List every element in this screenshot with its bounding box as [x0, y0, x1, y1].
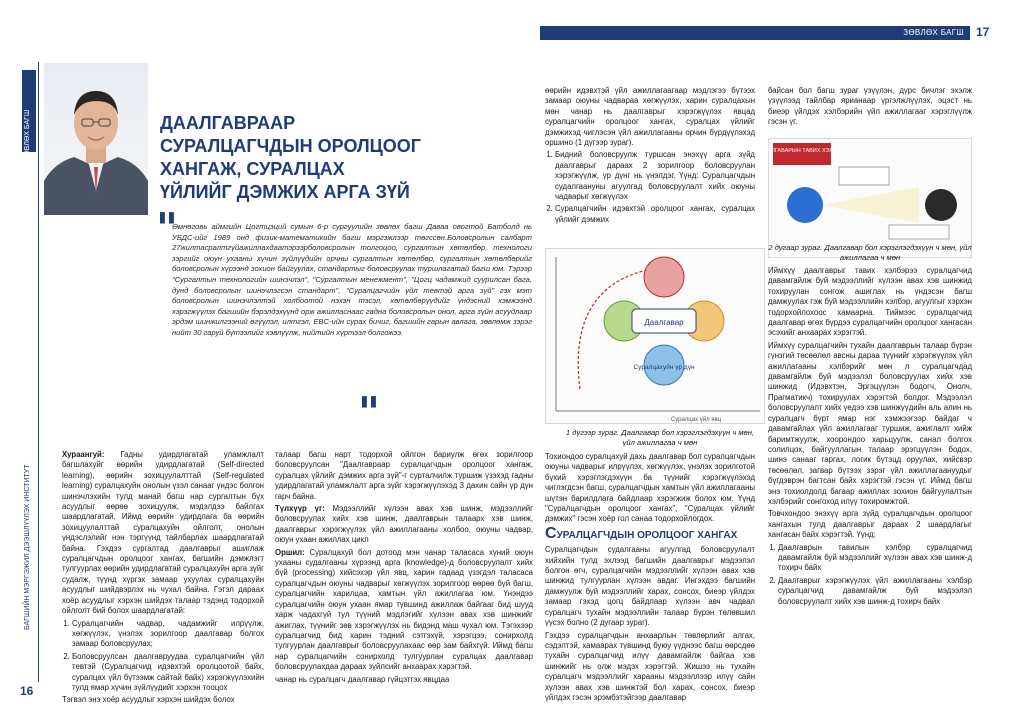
column-1 — [62, 450, 264, 705]
quote-open-mark: " — [156, 204, 178, 253]
paragraph: Иймхүү даалгаврыг тавих хэлбэрээ суралцагчид давамгайлж буй мэдээллийг хүлээн авах хэв шинжид тохируулан сонгож ашиглах нь үндэсэн багш дамжуулах гэж буй мэдээллийн хэлбэр, агуулгыг хэрхэн тодорхойлохоос хамаарна. Тиймээс суралцагчид даалгавар өгөх бүрдээ суралцагчийн оролцоог хангасан эсэхийг анхаарах хэрэгтэй. — [768, 266, 972, 338]
paragraph: Суралцагчдын судалгааны агуулгад боловсруулалт хийхийн тулд эхлээд багшийн даалгаврыг мэдээлэл болгон өгч, суралцагчийн мэдээллийг хүлээн авах хэв шинжид тулгуурлан хүлээн авдаг. Ингэхдээ багшийн дамжуулж буй мэдээллийг харах, сонсох, биеэр үйлдэх замаар гэхэд цогц байдлаар хүлээн авч чадвал суралцагч тухайн мэдээллийн талаар бүрэн төлөвшил үүсэх болно (2 дугаар зураг). — [545, 545, 755, 628]
abstract-label: Хураангуй: — [62, 450, 105, 459]
paragraph: Товчхондоо энэхүү арга зүйд суралцагчдын оролцоог хангахын тулд даалгаврыг дараах 2 шаардлагыг хангасан байх хэрэгтэй. Үүнд: — [768, 509, 972, 540]
title-line: ҮЙЛИЙГ ДЭМЖИХ АРГА ЗҮЙ — [160, 182, 410, 202]
list-item: 2. Суралцагчийн идэвхтэй оролцоог хангах, суралцах үйлийг дэмжих — [555, 204, 755, 225]
side-section-label: ЗӨВЛӨХ БАГШ — [24, 109, 31, 160]
column-4-top — [768, 86, 972, 136]
intro-paragraph: Оршил: Суралцахуй бол дотоод мэн чанар таласаса хүний оюун ухааны судалгааны хүрээнд арга (knowledge)-д боловсруулалт хийх бүй (processing) хийсэхэр үйл явц, харин гадаад үзэгдэл таласаса суралцагчдын оюуны чадварыг хөгжүүлэх зорилгоор өөрөө бүй багш, суралцагчийн харилцаа, хамтын үйл ажиллагаа юм. Үнэндээ суралцагчийн оюун ухаан ямар түвшинд ажиллаж байгааг бид шууд харж чадахгүй тул түүний мэдлэгийг хүлээн авах хэв шинжийг ажиглах, түүнийг зөв хэрэгжүүлэх нь бидэнд маш чухал юм. Тэгэхээр суралцагчид бид харин тэдний сэтгэхүй, хэрэгцээ, сонирхолд тулгуурлан даалгаврыг боловсруулахаас өөр зам байхгүй. Иймд багш нар суралцагчийн сонирхолд тулгуурлан суралцах даалгавар боловсруулахдаа дараах зүйлсийг анхаарах хэрэгтэй. — [275, 547, 534, 672]
page-number-right: 17 — [976, 25, 990, 39]
list-item: 2. Боловсруулсан даалгавруудаа суралцагчийн үйл тевтэй (Суралцагчид идэвхтэй оролцоотой байх, суралцах үйл бүтээмж сайтай байх) хэрэгжүүлэхийн тулд ямар хүчин зүйлүүдийг хэрхэн тооцох — [72, 652, 264, 694]
author-photo — [44, 63, 148, 215]
abstract-paragraph: Хураангуй: Гадны удирдлагатай уламжлалт багшлахуйг өөрийн удирдлагатай (Self-directed learning), өөрийн зохицуулалттай (Self-regulated learning) суралцахуйн онолын үзэл санааг үндэс болгон шинэчлэхийн тулд манай багш нар сургалтын бүх асуудлыг өөрөө зохицуулж, мэдэлдээ байлгах шаардлагатай. Иймд өөрийн удирдлага ба өөрийн зохицуулалттай суралцахуйн ойлголт, онолын үндэслэлийг нэн тэргүүнд тайлбарлах шаардлагатай байна. Гэхдээ сургалтад даалгаврыг ашиглаж суралцагчдын оролцоог хангах, багшийн дэмжлэгт тулгуурлах өөрийн удирдлагатай суралцахуйн арга зүйг судалж, түүнд хүргэх замаар ухуулах суралцахуйн асуудлыг шийдвэрлэх нь чухал байна. Гэтэл дараах хоёр асуудлыг хэрхэн шийдэх талаар тэдэнд тодорхой ойлголт бий болох шаардлагатай: — [62, 450, 264, 616]
figure-2 — [760, 138, 972, 258]
list-item: 1. Бидний боловсруулж туршсан энэхүү арга зүйд даалгаврыг дараах 2 зорилгоор боловсруулан хэрэгжүүлж, үр дүнг нь үнэлдэг. Үүнд: Суралцагчдын судалгаануны агуулгад боловсруулалт хийх оюуны чадварыг хөгжүүлэх — [555, 150, 755, 202]
column-3-top — [545, 86, 755, 246]
list-item: 2. Даалгаврыг хэрэгжүүлэх үйл ажиллагааны хэлбэр суралцагчид давамгайлж буй мэдээлэл боловсруулалт хийх хэв шинж-д тохирч байх — [778, 576, 972, 607]
author-intro: Өмнөговь аймгийн Цогтцэций сумын 6-р сургуулийн зөвлөх багш Даваа овогтой Батболд нь УБДС-ийг 1989 онд физик-математикийн багш мэргэжлээр төгссөн.Боловсролын салбарт 27жилтасралтгүйажиллахдаатэрээрболовсролын толгоцоо, сургалтын хөтөлбөр, технологи зэргийг оюун ухааны хүчин зүйлүүдийн орчны сургалтын хөтөлбөр, сургалтын хөтөлбөрийг боловсролын хүрээнд зохион байгуулах, стандартыг боловсруулах туршлагатай багш юм. Тэрээр "Сургалтын технологийн шинэчлэл", "Сургалтын менежмент", "Цогц чадамжид суурилсан бага, дунд боловсролын шинэчлэгсэн стандарт", "Суралцагчийн үйл тевтэй арга зүй" гэх мэт боловсролын шинэчлэлтэй холбоотой нэхэн тэсэл, хөтөлбөрүүдийг үндэсний хэмжээнд хэрэгжүүлэх багшийн бэрэлдэхүүнд орж ажилласнаас гадна боловсролын онол, арга зүйн асуудлаар эрдэм шинжилгээний өгүүлэл, илтгэл, EBC-ийн сурах бичиг, багшийн гарын авлага, зөвлөмж зэрэг нийт 30 гаруй бүтээлийг хэвлүүлж, нийтийн хүртээл болгожээ. — [172, 222, 532, 337]
column-2 — [275, 450, 533, 698]
section-initial: С — [545, 524, 557, 542]
list-item: 1. Даалгаврын тавилын хэлбэр суралцагчид давамгайлж буй мэдээллийг хүлээн авах хэв шинж-д тохирч байх — [778, 543, 972, 574]
note-label: ДААЛГАВАРЫН ТАВИХ ХЭЛБЭР — [760, 148, 844, 154]
quote-close-mark: " — [358, 388, 380, 437]
paragraph: чанар нь суралцагч даалгавар гүйцэтгэх явцдаа — [275, 674, 450, 684]
title-line: ХАНГАЖ, СУРАЛЦАХ — [160, 159, 345, 179]
task-cycle-diagram — [546, 249, 766, 425]
column-4-bottom — [768, 266, 972, 698]
paragraph: Тэгвэл энэ хоёр асуудлыг хэрхэн шийдэх болох — [62, 695, 235, 705]
paragraph: Тохиондоо суралцахуй дахь даалгавар бол суралцагчдын оюуны чадварыг илрүүлэх, хөгжүүлэх, үнэлэх зорилготой бүхий хэрэглэгдэхүүн ба түүнийг хэрэгжүүлэхэд чиглэгдсэн багш, суралцагчдын хамтын үйл ажиллагааны шүтэн барилдлага байдлаар хэрэгжиж болох юм. Үүнд "Суралцагчдын оролцоог хангах", "Суралцах үйлийг дэмжих" гэсэн хоёр гол санаа тодорхойлогдох. — [545, 452, 755, 524]
section-heading: СУРАЛЦАГЧДЫН ОРОЛЦООГ ХАНГАХ — [545, 524, 738, 542]
figure-1 — [545, 248, 765, 424]
goal-list — [545, 150, 755, 225]
keywords-label: Түлхүүр үг: — [275, 504, 325, 514]
paragraph: байсан бол багш зураг үзүүлэн, дүрс бичлэг эхэлж үзүүлээд тайлбар ярианаар үргэлжлүүлэх, эцэст нь биеэр үйлдэх хэлбэрийн үйл ажиллагааг хэрэглүүлж гэсэн үг. — [768, 86, 972, 127]
figure-2-caption: 2 дугаар зураг. Даалгавар бол хэрэглэгдэхүүн ч мөн, үйл ажиллагаа ч мөн — [768, 243, 972, 262]
section-label: ЗӨВЛӨХ БАГШ — [903, 28, 964, 37]
paragraph: талаар багш нарт тодорхой ойлгон бариулж өгөх зорилгоор боловсруулсан "Даалгавраар суралцагчдын оролцоог хангаж, суралцах үйлийг дэмжих арга зүй"-г сурталчилж туршиж үзэхэд гадны удирдлагатай уламжлалт арга зүйг хэрэгжүүлэхэд 3 дахин сайн үр дүн гарч байна. — [275, 450, 533, 501]
requirement-list — [768, 543, 972, 607]
title-line: СУРАЛЦАГЧДЫН ОРОЛЦООГ — [160, 136, 421, 156]
page-number-left: 16 — [20, 684, 34, 698]
title-line: ДААЛГАВРААР — [160, 113, 296, 133]
keywords-paragraph: Түлхүүр үг: Мэдээллийг хүлээн авах хэв шинж, мэдээллийг боловсруулах хийх хэв шинж, даалгаврын талаарх хэв шинж, даалгаврыг хэрэгжүүлэх үйл ажиллагааны холбоо, оюуны чадвар, оюун ухаан ажиллах цикл — [275, 504, 534, 545]
side-institute-label: БАГШИЙН МЭРГЭЖИЛ ДЭЭШЛҮҮЛЭХ ИНСТИТУТ — [24, 464, 31, 630]
column-3-bottom — [545, 452, 755, 702]
paragraph: Гэхдээ суралцагчдын анхаарлын төвлөрлийг алгах, сэдэлтэй, хамаарах түвшинд буюу үүднээс багш өөрсдөө тухайн суралцагчид илүү давамгайлж байгаа хэв шинжийг нь олж мэдэх хэрэгтэй. Жишээ нь тухайн суралцагч мэдээллийг харааны мэдээллээр илүү сайн хүлээн авах хэв шинжтэй бол харах, сонсох, биеэр үйлдэх гэсэн эрэмбэтэйгээр даалгавар — [545, 630, 755, 702]
paragraph: өөрийн идэвхтэй үйл ажиллагаагаар мэдлэгээ бүтээх замаар оюуны чадвараа хөгжүүлэх, харин суралцахын мөн чанар нь даалгаврыг хэрэгжүүлэх явцад суралцагчийн оролцоог хангах, суралцах үйлийг дэмжихэд чиглэсэн үйл ажиллагааны орчин бүрдүүлэхэд оршино (1 дүгээр зураг). — [545, 86, 755, 148]
list-item: 1. Суралцагчийн чадвар, чадамжийг илрүүлж, хөгжүүлэх, үнэлэх зорилгоор даалгавар болгох замаар боловсруулах; — [72, 619, 264, 650]
side-rule — [38, 62, 39, 682]
paragraph: Иймхүү суралцагчийн тухайн даалгаврын талаар бүрэн гүнзгий төсөөлөл авсны дараа түүнийг хэрэгжүүлэх үйл ажиллагааны хэлбэрийг мөн л суралцагчдад давамгайлж буй мэдээлэл боловсруулах хийх хэв шинжид (Идэвхтэн, Эргэцүүлэн бодогч, Онолч, Прагматикч) тохируулах хэрэгтэй болдог. Мэдээлэл боловсруулалт хийх үедээ хэв шинжүүдийн аль алин нь суралцагч бүрт ямар нэг хэмжээгээр байдаг ч давамгайлах үйл ажиллагааг туршиж, ажиглалт хийж баримтжуулж, хоорондоо харьцуулж, санал болгох солилцох, байгууллагын талаар эрэгцүүлэн бодох, шинэ санааг гаргах, логик бүтэцд оруулах, хийсвэр төсөөлөл, загвар бүтээх зэрэг үйл ажиллагаануудыг бүгдэврэн багтсан байх хэрэгтэй гэсэн үг. Иймд багш энэ тохиолдолд багаар ажиллах зохион байгуулалтын хэлбэрийг сонгоход илүү тохиромжтой. — [768, 340, 972, 506]
question-list — [62, 619, 264, 694]
intro-label: Оршил: — [275, 547, 305, 557]
article-title — [160, 112, 530, 204]
figure-1-caption: 1 дүгээр зураг. Даалгавар бол хэрэглэгдэхүүн ч мөн, үйл ажиллагаа ч мөн — [565, 428, 755, 447]
axis-label: Суралцах үйл явц — [670, 417, 722, 423]
learning-style-diagram — [760, 139, 973, 243]
bottom-label: Суралцахуйн үр дүн — [633, 364, 695, 371]
center-label: Даалгавар — [644, 318, 684, 327]
author-portrait-icon — [44, 63, 148, 215]
